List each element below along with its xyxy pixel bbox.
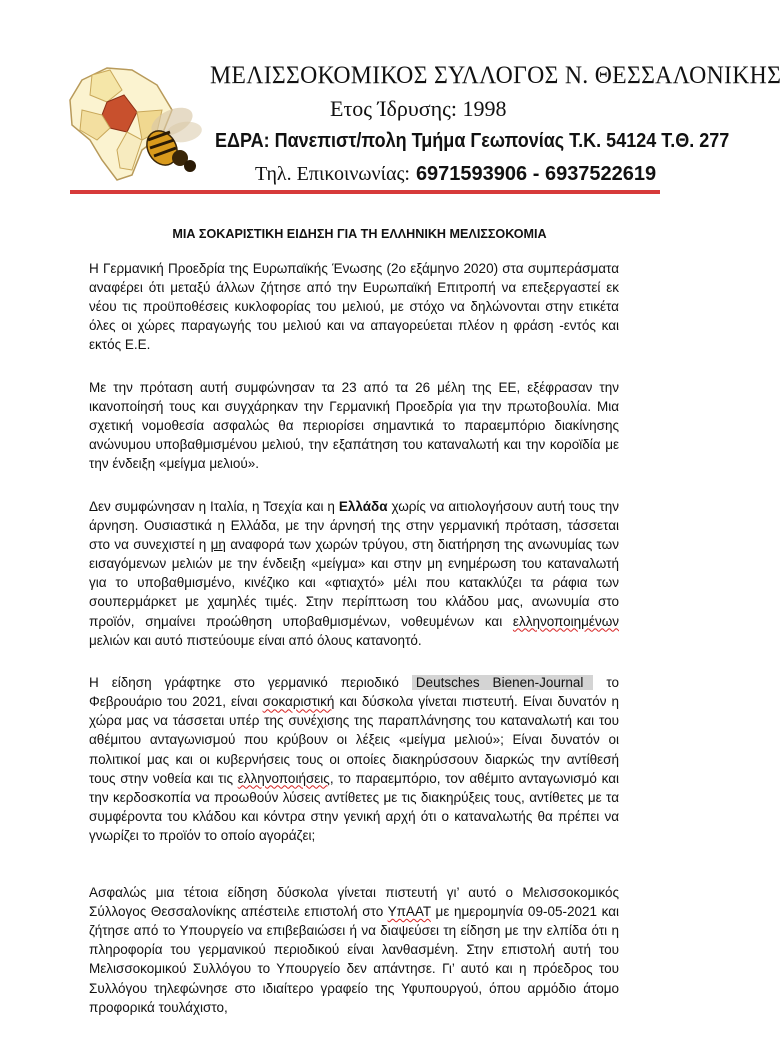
phone-label: Τηλ. Επικοινωνίας:: [255, 163, 410, 185]
address: ΕΔΡΑ: Πανεπιστ/πολη Τμήμα Γεωπονίας Τ.Κ. 54124 Τ.Θ. 277: [215, 130, 730, 152]
underlined-text: μη: [210, 537, 226, 553]
text-run: με ημερομηνία 09-05-2021 και ζήτησε από το Υπουργείο να επιβεβαιώσει ή να διαψεύσει τη είδηση με την ελπίδα ότι η πληροφορία του γερμανικού περιοδικού είναι λανθασμένη. Στην επιστολή αυτή του Μελισσοκομικού Συλλόγου το Υπουργείο δεν απάντησε. Γι’ αυτό και η πρόεδρος του Συλλόγου τηλεφώνησε στο ιδιαίτερο γραφείο της Υφυπουργού, όπου αρμόδιο άτομο προφορικά τουλάχιστο,: [89, 904, 620, 1015]
text-run: , το παραεμπόριο, τον αθέμιτο ανταγωνισμό και την κερδοσκοπία να προωθούν λύσεις αντίθετες με τις διακηρύξεις τους, αντίθετες με τα συμφέροντα του κλάδου και κόντρα στην γενική αρχή ότι ο καταναλωτής θα πρέπει να γνωρίζει το προϊόν το οποίο αγοράζει;: [89, 770, 619, 843]
text-run: Ασφαλώς μια τέτοια είδηση δύσκολα γίνεται πιστευτή γι’ αυτό ο Μελισσοκομικός Σύλλογος Θεσσαλονίκης απέστειλε επιστολή στο: [89, 885, 619, 920]
bold-text: Ελλάδα: [338, 498, 388, 514]
text-run: και δύσκολα γίνεται πιστευτή. Είναι δυνατόν η χώρα μας να τάσσεται υπέρ της συνέχισης της παραπλάνησης του καταναλωτή και του αθέμιτου ανταγωνισμού που κρύβουν οι λέξεις «μείγμα μελιού»; Είναι δυνατόν οι πολιτικοί μας και οι κυβερνήσεις τους οι οποίες διακηρύσσουν διαρκώς την αντίθεσή τους στην νοθεία και τις: [89, 694, 619, 786]
founded-year: Ετος Ίδρυσης: 1998: [330, 96, 507, 121]
spellcheck-word: ελληνοποιημένων: [512, 613, 619, 629]
phone-numbers: 6971593906 - 6937522619: [415, 163, 657, 185]
highlighted-text: Deutsches Bienen-Journal: [412, 675, 594, 690]
document-title: ΜΙΑ ΣΟΚΑΡΙΣΤΙΚΗ ΕΙΔΗΣΗ ΓΙΑ ΤΗ ΕΛΛΗΝΙΚΗ ΜΕΛΙΣΣΟΚΟΜΙΑ: [172, 227, 547, 241]
red-divider: [70, 190, 660, 194]
org-name: ΜΕΛΙΣΣΟΚΟΜΙΚΟΣ ΣΥΛΛΟΓΟΣ Ν. ΘΕΣΣΑΛΟΝΙΚΗΣ: [210, 62, 781, 89]
text-run: το Φεβρουάριο του 2021, είναι: [89, 675, 619, 710]
text-run: Δεν συμφώνησαν η Ιταλία, η Τσεχία και η: [89, 498, 339, 514]
paragraph-3: [89, 497, 619, 650]
document-body: [89, 259, 619, 1040]
spellcheck-word: ελληνοποιήσεις: [237, 770, 330, 786]
paragraph-5: [89, 883, 619, 1017]
text-run: αναφορά των χωρών τρύγου, στη διατήρηση της ανωνυμίας των εισαγόμενων μελιών με την ένδειξη «μείγμα» και στην μη ενημέρωση του καταναλωτή για το υποβαθμισμένο, κινέζικο και «φτιαχτό» μέλι που κατακλύζει τα ράφια των σουπερμάρκετ με χαμηλές τιμές. Στην περίπτωση του κλάδου μας, ανωνυμία στο προϊόν, σημαίνει προώθηση υποβαθμισμένων, νοθευμένων και: [89, 537, 619, 629]
text-run: μελιών και αυτό πιστεύουμε είναι από όλους κατανοητό.: [89, 632, 422, 648]
phone-line: [255, 163, 656, 186]
letterhead: [0, 0, 781, 200]
spellcheck-word: ΥπΑΑΤ: [387, 904, 431, 920]
bee-map-logo: [62, 40, 212, 190]
text-run: χωρίς να αιτιολογήσουν αυτή τους την άρνηση. Ουσιαστικά η Ελλάδα, με την άρνησή της στην γερμανική πρόταση, τάσσεται στο να συνεχιστεί η: [89, 498, 619, 553]
spellcheck-word: σοκαριστική: [262, 694, 335, 710]
paragraph-1: Η Γερμανική Προεδρία της Ευρωπαϊκής Ένωσης (2ο εξάμηνο 2020) στα συμπεράσματα αναφέρει ότι μεταξύ άλλων ζήτησε από την Ευρωπαϊκή Επιτροπή να επεξεργαστεί εκ νέου τις προϋποθέσεις κυκλοφορίας του μελιού, με στόχο να δηλώνονται στην ετικέτα όλες οι χώρες παραγωγής του μελιού και να απαγορεύεται πλέον η φράση -εντός και εκτός Ε.Ε.: [89, 261, 619, 353]
text-run: Η είδηση γράφτηκε στο γερμανικό περιοδικό: [89, 675, 412, 691]
paragraph-2: Με την πρόταση αυτή συμφώνησαν τα 23 από τα 26 μέλη της ΕΕ, εξέφρασαν την ικανοποίησή τους και συγχάρηκαν την Γερμανική Προεδρία για την πρωτοβουλία. Μια σχετική νομοθεσία ασφαλώς θα περιορίσει σημαντικά το παραεμπόριο διακίνησης ανώνυμου υποβαθμισμένου μελιού, την εξαπάτηση του καταναλωτή και την κοροϊδία με την ένδειξη «μείγμα μελιού».: [89, 379, 619, 472]
paragraph-4: [89, 673, 619, 845]
